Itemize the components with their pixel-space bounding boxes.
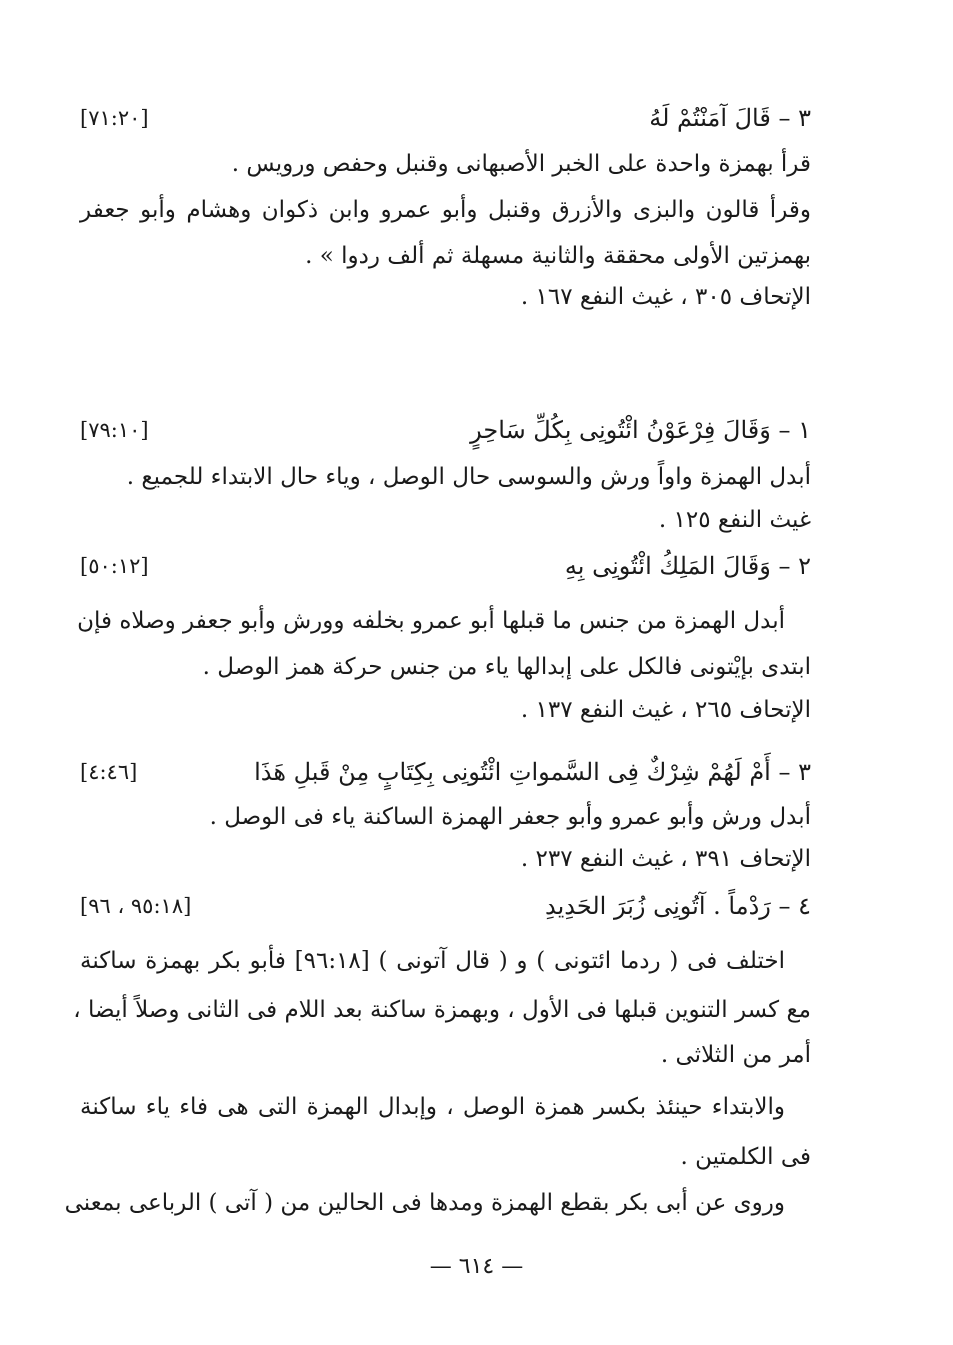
verse-line: ٣ – قَالَ آمَنْتُمْ لَهُ [649, 104, 811, 132]
text-line: أبدل ورش وأبو عمرو وأبو جعفر الهمزة الساكنة ياء فى الوصل . [209, 804, 811, 830]
verse-line: ١ – وَقَالَ فِرْعَوْنُ ائْتُونِى بِكُلِّ سَاحِرٍ [470, 416, 811, 444]
text-line: الإتحاف ٢٦٥ ، غيث النفع ١٣٧ . [520, 697, 811, 723]
text-line: والابتداء حينئذ بكسر همزة الوصل ، وإبدال الهمزة التى هى فاء ياء ساكنة [80, 1094, 785, 1120]
verse-reference: [٩٥:١٨ ، ٩٦] [80, 894, 192, 918]
text-line: بهمزتين الأولى محققة والثانية مسهلة ثم ألف ردوا » . [305, 243, 811, 269]
verse-line: ٤ – رَدْماً . آتُونِى زُبَرَ الحَدِيدِ [544, 892, 811, 920]
verse-line: ٢ – وَقَالَ المَلِكُ ائْتُونِى بِهِ [564, 552, 811, 580]
text-line: وقرأ قالون والبزى والأزرق وقنبل وأبو عمرو وابن ذكوان وهشام وأبو جعفر [80, 197, 811, 223]
text-line: اختلف فى ( ردما ائتونى ) و ( قال آتونى ) [٩٦:١٨] فأبو بكر بهمزة ساكنة [80, 948, 785, 974]
text-line: أبدل الهمزة من جنس ما قبلها أبو عمرو بخلفه وورش وأبو جعفر وصلاه فإن [77, 608, 785, 634]
page-number: — ٦١٤ — [429, 1254, 524, 1279]
verse-reference: [٧٩:١٠] [80, 418, 149, 442]
text-line: أبدل الهمزة واواً ورش والسوسى حال الوصل ، وياء حال الابتداء للجميع . [126, 464, 811, 490]
text-line: قرأ بهمزة واحدة على الخبر الأصبهانى وقنبل وحفص ورويس . [231, 151, 811, 177]
text-line: فى الكلمتين . [680, 1144, 811, 1170]
text-line: مع كسر التنوين قبلها فى الأول ، وبهمزة ساكنة بعد اللام فى الثانى وصلاً أيضا ، [73, 997, 811, 1023]
text-line: وروى عن أبى بكر بقطع الهمزة ومدها فى الحالين من ( آتى ) الرباعى بمعنى [64, 1190, 785, 1216]
text-line: الإتحاف ٣٠٥ ، غيث النفع ١٦٧ . [520, 284, 811, 310]
text-line: أمر من الثلاثى . [660, 1042, 811, 1068]
verse-line: ٣ – أَمْ لَهُمْ شِرْكٌ فِى السَّمواتِ ائْتُونِى بِكِتَابٍ مِنْ قَبلِ هَذَا [254, 758, 811, 786]
text-line: غيث النفع ١٢٥ . [658, 507, 811, 533]
text-line: ابتدى بإيْتونى فالكل على إبدالها ياء من جنس حركة همز الوصل . [202, 654, 811, 680]
verse-reference: [٧١:٢٠] [80, 106, 149, 130]
text-line: الإتحاف ٣٩١ ، غيث النفع ٢٣٧ . [520, 846, 811, 872]
verse-reference: [٤:٤٦] [80, 760, 138, 784]
verse-reference: [٥٠:١٢] [80, 554, 149, 578]
